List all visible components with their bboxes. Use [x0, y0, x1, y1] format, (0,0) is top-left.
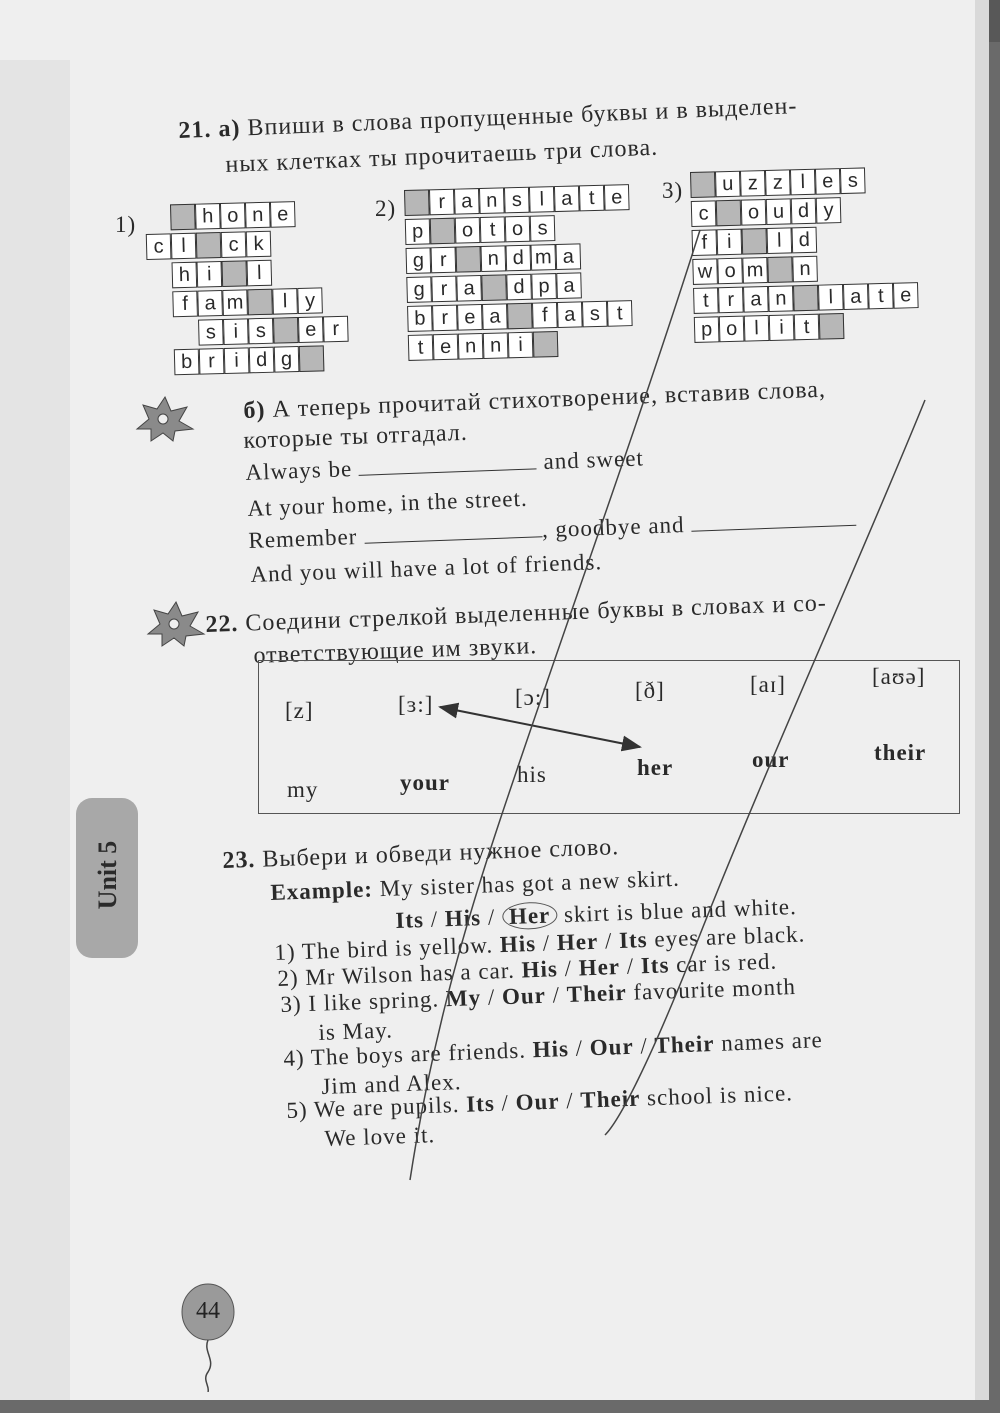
crossword-letter-cell: n: [458, 333, 484, 360]
crossword-letter-cell: s: [248, 318, 274, 345]
crossword-letter-cell: r: [429, 189, 455, 216]
crossword-letter-cell: w: [692, 258, 718, 285]
example-line1: My sister has got a new skirt.: [379, 865, 681, 902]
choice-option[interactable]: Our: [501, 982, 547, 1010]
crossword-letter-cell: i: [769, 314, 795, 341]
crossword-letter-cell: a: [556, 272, 582, 299]
item-continuation: Jim and Alex.: [321, 1069, 462, 1099]
crossword-letter-cell: a: [482, 303, 508, 330]
crossword-letter-cell: a: [743, 286, 769, 313]
crossword-letter-cell: y: [816, 197, 842, 224]
crossword-letter-cell: n: [768, 285, 794, 312]
crossword-letter-cell: s: [582, 301, 608, 328]
item-rest: favourite month: [626, 974, 797, 1005]
crossword-letter-cell: p: [694, 316, 720, 343]
crossword-letter-cell: p: [405, 218, 431, 245]
crossword-blank-cell[interactable]: [221, 260, 247, 287]
crossword-letter-cell: o: [717, 258, 743, 285]
item-number: 5): [286, 1097, 315, 1123]
crossword-blank-cell[interactable]: [170, 204, 196, 231]
word-option[interactable]: his: [517, 762, 547, 787]
crossword-letter-cell: a: [557, 301, 583, 328]
crossword-letter-cell: m: [530, 244, 556, 271]
poem-line1-end: and sweet: [543, 445, 645, 475]
crossword-letter-cell: d: [791, 227, 817, 254]
choice-option[interactable]: Her: [556, 928, 599, 956]
choice-option[interactable]: My: [445, 984, 482, 1012]
crossword-letter-cell: f: [692, 229, 718, 256]
ex21-title-line2: ных клетках ты прочитаешь три слова.: [225, 134, 659, 178]
choice-option[interactable]: His: [521, 956, 559, 983]
crossword-letter-cell: o: [741, 199, 767, 226]
crossword-blank-cell[interactable]: [430, 218, 456, 245]
example-label: Example:: [270, 876, 374, 905]
crossword-letter-cell: f: [172, 291, 198, 318]
ex23-title: Выбери и обведи нужное слово.: [261, 834, 620, 873]
crossword-letter-cell: n: [245, 202, 271, 229]
word-option[interactable]: her: [637, 755, 674, 780]
crossword-letter-cell: c: [146, 233, 172, 260]
crossword-letter-cell: r: [431, 276, 457, 303]
crossword-letter-cell: c: [221, 231, 247, 258]
crossword-blank-cell[interactable]: [481, 274, 507, 301]
crossword-letter-cell: a: [843, 283, 869, 310]
poem-line1-start: Always be: [245, 456, 353, 485]
sound-option[interactable]: [aɪ]: [750, 672, 786, 697]
crossword-blank-cell[interactable]: [247, 289, 273, 316]
crossword-letter-cell: l: [272, 288, 298, 315]
crossword-letter-cell: d: [505, 245, 531, 272]
crossword-letter-cell: o: [505, 216, 531, 243]
crossword-letter-cell: a: [456, 275, 482, 302]
crossword-blank-cell[interactable]: [767, 256, 793, 283]
crossword-letter-cell: y: [297, 287, 323, 314]
item-text: The boys are friends.: [310, 1037, 534, 1071]
crossword-letter-cell: r: [323, 316, 349, 343]
crossword-letter-cell: s: [504, 187, 530, 214]
choice-option[interactable]: Her: [578, 954, 621, 981]
crossword-letter-cell: t: [607, 300, 633, 327]
crossword-letter-cell: s: [198, 319, 224, 346]
poem-line3-start: Remember: [248, 524, 358, 553]
crossword-letter-cell: l: [246, 260, 272, 287]
choice-option[interactable]: Our: [515, 1088, 560, 1115]
crossword-letter-cell: r: [199, 348, 225, 375]
ex21b-text-line2: которые ты отгадал.: [243, 419, 469, 454]
crossword-blank-cell[interactable]: [404, 189, 430, 216]
poem-blank-3[interactable]: [691, 525, 856, 532]
crossword-letter-cell: e: [893, 282, 919, 309]
crossword-letter-cell: l: [790, 169, 816, 196]
crossword-letter-cell: u: [715, 171, 741, 198]
crossword-blank-cell[interactable]: [716, 200, 742, 227]
item-number: 4): [283, 1045, 312, 1071]
item-text: The bird is yellow.: [301, 932, 501, 965]
word-option[interactable]: our: [752, 747, 790, 772]
item-text: Mr Wilson has a car.: [304, 957, 523, 991]
choice-option[interactable]: Its: [640, 952, 670, 979]
crossword-letter-cell: i: [508, 332, 534, 359]
item-continuation: is May.: [318, 1017, 394, 1045]
crossword-letter-cell: i: [223, 318, 249, 345]
crossword-letter-cell: s: [530, 215, 556, 242]
word-option[interactable]: my: [287, 777, 319, 802]
item-rest: eyes are black.: [647, 921, 806, 952]
crossword-letter-cell: m: [742, 257, 768, 284]
ex22-heading: [205, 590, 827, 639]
sound-option[interactable]: [ɜ:]: [398, 692, 434, 717]
crossword-letter-cell: e: [457, 304, 483, 331]
ex21b-text-line1: А теперь прочитай стихотворение, вставив слова,: [271, 376, 827, 423]
crossword-letter-cell: a: [454, 188, 480, 215]
ex21b-heading: [243, 377, 826, 425]
crossword-letter-cell: e: [298, 316, 324, 343]
crossword-letter-cell: r: [718, 287, 744, 314]
ex22-number: 22.: [205, 610, 239, 638]
crossword-letter-cell: p: [531, 273, 557, 300]
unit-tab-label: Unit 5: [93, 840, 122, 910]
crossword-blank-cell[interactable]: [273, 317, 299, 344]
crossword-letter-cell: l: [744, 315, 770, 342]
star-icon-22: [146, 600, 208, 648]
ex23-item: 2) Mr Wilson has a car. His / Her / Its car is red.: [277, 948, 778, 991]
example-option-2[interactable]: His: [444, 905, 482, 932]
crossword-letter-cell: k: [246, 231, 272, 258]
crossword-letter-cell: t: [868, 283, 894, 310]
crossword-letter-cell: z: [765, 169, 791, 196]
crossword-letter-cell: t: [579, 185, 605, 212]
crossword-letter-cell: s: [840, 167, 866, 194]
crossword-letter-cell: o: [719, 316, 745, 343]
poem-line2: At your home, in the street.: [247, 485, 529, 521]
item-continuation: We love it.: [324, 1122, 436, 1151]
crossword-letter-cell: n: [479, 187, 505, 214]
crossword-letter-cell: e: [604, 184, 630, 211]
crossword-letter-cell: n: [480, 245, 506, 272]
crossword-letter-cell: t: [794, 314, 820, 341]
crossword-letter-cell: l: [529, 186, 555, 213]
choice-option[interactable]: Their: [654, 1030, 715, 1059]
crossword-blank-cell[interactable]: [196, 232, 222, 259]
crossword-blank-cell[interactable]: [533, 331, 559, 358]
crossword-letter-cell: b: [174, 349, 200, 376]
choice-option[interactable]: Its: [618, 926, 649, 953]
crossword-letter-cell: i: [197, 261, 223, 288]
example-option-1[interactable]: Its: [395, 907, 425, 933]
item-number: 3): [280, 991, 309, 1017]
crossword-blank-cell[interactable]: [742, 228, 768, 255]
crossword-letter-cell: r: [432, 305, 458, 332]
crossword-letter-cell: b: [407, 305, 433, 332]
crossword-letter-cell: t: [693, 287, 719, 314]
choice-option[interactable]: Their: [566, 979, 628, 1007]
ex23-item: 3) I like spring. My / Our / Their favourite month: [280, 974, 797, 1017]
poem-line3-mid: , goodbye and: [541, 512, 685, 543]
choice-option[interactable]: Its: [465, 1090, 496, 1117]
crossword-letter-cell: g: [406, 276, 432, 303]
crossword-letter-cell: e: [815, 168, 841, 195]
crossword-letter-cell: o: [455, 217, 481, 244]
word-option[interactable]: your: [400, 770, 450, 795]
crossword-letter-cell: l: [766, 227, 792, 254]
crossword-blank-cell[interactable]: [793, 285, 819, 312]
crossword-blank-cell[interactable]: [456, 246, 482, 273]
ex21-title-line1: Впиши в слова пропущенные буквы и в выделен-: [246, 93, 798, 142]
ex21-part-a: а): [217, 115, 241, 143]
item-number: 2): [277, 965, 306, 991]
choice-option[interactable]: Our: [589, 1033, 635, 1061]
star-icon: [135, 395, 197, 443]
crossword-letter-cell: h: [195, 203, 221, 230]
poem-blank-1[interactable]: [359, 468, 537, 476]
poem-line4: And you will have a lot of friends.: [250, 549, 603, 587]
choice-option[interactable]: His: [499, 930, 537, 958]
crossword-letter-cell: m: [222, 289, 248, 316]
crossword-letter-cell: h: [172, 262, 198, 289]
ex22-title-line1: Соедини стрелкой выделенные буквы в словах и со-: [244, 590, 828, 637]
sound-option[interactable]: [ð]: [635, 678, 665, 703]
page-number: 44: [196, 1298, 220, 1324]
ex21-number: 21.: [178, 116, 213, 144]
crossword-letter-cell: d: [791, 198, 817, 225]
choice-option[interactable]: Their: [579, 1085, 641, 1113]
puzzle3-label: 3): [662, 178, 684, 203]
poem-blank-2[interactable]: [364, 536, 542, 544]
word-option[interactable]: their: [874, 740, 927, 765]
crossword-letter-cell: f: [532, 302, 558, 329]
crossword-letter-cell: a: [555, 243, 581, 270]
ex23-item: 4) The boys are friends. His / Our / Their names are: [283, 1027, 824, 1071]
item-text: We are pupils.: [313, 1091, 467, 1123]
crossword-blank-cell[interactable]: [507, 303, 533, 330]
crossword-letter-cell: n: [792, 256, 818, 283]
crossword-letter-cell: t: [408, 334, 434, 361]
example-options-line: Its / His / Her skirt is blue and white.: [395, 893, 798, 933]
item-rest: car is red.: [668, 948, 778, 978]
crossword-letter-cell: e: [433, 334, 459, 361]
example-rest: skirt is blue and white.: [563, 893, 798, 928]
ex22-title-line2: ответствующие им звуки.: [253, 633, 538, 669]
crossword-letter-cell: i: [717, 229, 743, 256]
choice-option[interactable]: His: [532, 1036, 570, 1063]
crossword-letter-cell: c: [691, 200, 717, 227]
ex23-number: 23.: [222, 846, 256, 874]
crossword-letter-cell: g: [406, 247, 432, 274]
crossword-letter-cell: n: [483, 332, 509, 359]
sound-option[interactable]: [ɔ:]: [515, 685, 551, 710]
item-text: I like spring.: [307, 986, 447, 1017]
crossword-letter-cell: d: [249, 347, 275, 374]
crossword-letter-cell: i: [224, 347, 250, 374]
ex21-part-b: б): [243, 397, 266, 424]
crossword-letter-cell: u: [766, 198, 792, 225]
sound-option[interactable]: [aʊə]: [872, 664, 926, 689]
crossword-letter-cell: l: [818, 284, 844, 311]
sound-option[interactable]: [z]: [285, 698, 314, 723]
example-option-3[interactable]: Her: [501, 901, 557, 930]
connection-arrow: [430, 695, 650, 755]
crossword-letter-cell: a: [197, 290, 223, 317]
crossword-letter-cell: t: [480, 216, 506, 243]
crossword-blank-cell[interactable]: [690, 171, 716, 198]
crossword-blank-cell[interactable]: [299, 345, 325, 372]
crossword-letter-cell: o: [220, 202, 246, 229]
item-rest: names are: [714, 1027, 824, 1056]
puzzle1-label: 1): [115, 212, 137, 237]
unit-tab: [76, 798, 138, 958]
crossword-letter-cell: d: [506, 274, 532, 301]
ex23-item: 1) The bird is yellow. His / Her / Its eyes are black.: [274, 921, 806, 965]
ex21-heading: [178, 93, 798, 145]
page-left-margin: [0, 60, 70, 1400]
crossword-letter-cell: z: [740, 170, 766, 197]
item-number: 1): [274, 939, 303, 965]
crossword-letter-cell: g: [274, 346, 300, 373]
crossword-blank-cell[interactable]: [819, 313, 845, 340]
item-rest: school is nice.: [639, 1080, 794, 1111]
crossword-letter-cell: r: [431, 247, 457, 274]
crossword-letter-cell: l: [171, 233, 197, 260]
crossword-letter-cell: e: [270, 201, 296, 228]
ex23-item: 5) We are pupils. Its / Our / Their school is nice.: [286, 1080, 794, 1123]
puzzle2-label: 2): [375, 196, 397, 221]
crossword-letter-cell: a: [554, 185, 580, 212]
